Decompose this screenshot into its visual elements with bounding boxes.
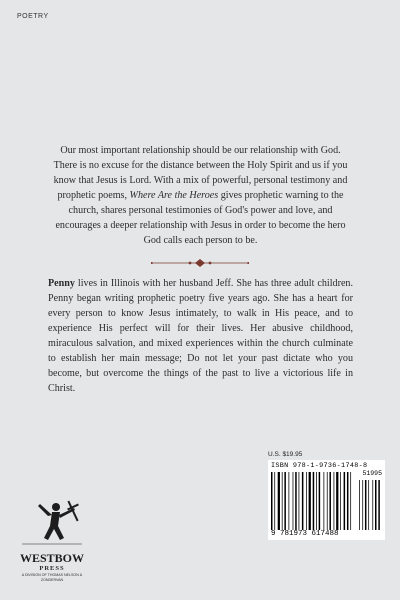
ornament-divider (151, 258, 249, 268)
book-title: Where Are the Heroes (129, 190, 219, 201)
barcode-bar (302, 472, 304, 530)
publisher-name: WESTBOW (19, 551, 85, 565)
barcode-bar (372, 480, 373, 530)
barcode-bar (313, 472, 315, 530)
book-description (48, 143, 353, 248)
barcode-bar (344, 472, 346, 530)
author-name: Penny (48, 278, 75, 289)
barcode-bar (278, 472, 280, 530)
price-code: 51995 (362, 470, 382, 477)
isbn-barcode (268, 460, 385, 540)
barcode-bar (289, 472, 290, 530)
description-text-start: Our most important relationship should be our relationship with God. There is no excuse for the distance between the Holy Spirit and us if you know that Jesus is Lord. With a mix of powerful, personal testimony and prophetic poems, (53, 145, 348, 201)
barcode-bar (324, 472, 325, 530)
barcode-bar (340, 472, 341, 530)
barcode-bar (368, 480, 369, 530)
description-text-end: gives prophetic warning to the church, shares personal testimonies of God's power and love, and encourages a deeper relationship with Jesus in order to become the hero God calls each person to be. (55, 190, 346, 246)
barcode-bar (274, 472, 275, 530)
price-label: U.S. $19.95 (268, 451, 303, 458)
barcode-bar (329, 472, 331, 530)
barcode-bar (362, 480, 363, 530)
barcode-bar (375, 480, 377, 530)
author-bio-text: lives in Illinois with her husband Jeff. She has three adult children. Penny began writing prophetic poetry five years ago. She has a heart for every person to know Jesus intimately, to walk in His peace, and to experience His perfect will for their lives. Her abusive childhood, miraculous salvation, and mixed experiences within the church culminate to establish her main message; Do not let your past dictate who you become, but overcome the things of the past to live a victorious life in Christ. (48, 278, 353, 394)
ean-digits: 9 781973 617488 (271, 530, 339, 538)
barcode-bar (284, 472, 286, 530)
barcode-bar (271, 472, 273, 530)
barcode-bar (316, 472, 317, 530)
ean-number (271, 470, 382, 538)
barcode-bar (336, 472, 338, 530)
barcode-bar (299, 472, 300, 530)
isbn-text: ISBN 978-1-9736-1748-8 (271, 462, 368, 470)
barcode-bars (271, 472, 382, 530)
barcode-bar (327, 472, 328, 530)
barcode-bar (309, 472, 311, 530)
barcode-bar (293, 472, 294, 530)
genre-label: POETRY (17, 13, 49, 20)
barcode-bar (319, 472, 321, 530)
publisher-press: PRESS (39, 565, 65, 572)
barcode-bar (295, 472, 297, 530)
author-bio (48, 276, 353, 396)
barcode-bar (350, 472, 351, 530)
barcode-bar (359, 480, 360, 530)
barcode-bar (282, 472, 283, 530)
barcode-bar (306, 472, 307, 530)
barcode-bar (347, 472, 349, 530)
barcode-bar (365, 480, 367, 530)
barcode-bar (334, 472, 335, 530)
publisher-tagline: A DIVISION OF THOMAS NELSON & ZONDERVAN (21, 573, 83, 582)
barcode-bar (378, 480, 380, 530)
